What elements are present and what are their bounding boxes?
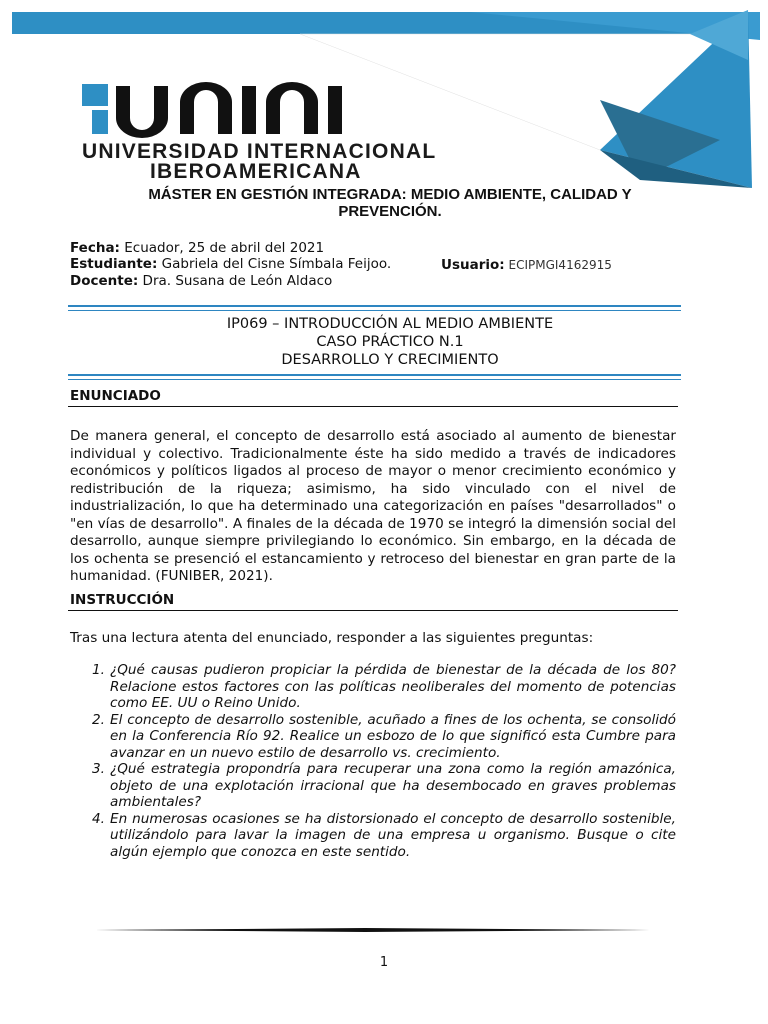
question-text: ¿Qué estrategia propondría para recuperar una zona como la región amazónica, objeto de una explotación irracional que ha desembocado en graves problemas ambientales? — [110, 761, 676, 810]
topic-title: DESARROLLO Y CRECIMIENTO — [281, 352, 499, 368]
case-title: CASO PRÁCTICO N.1 — [316, 334, 464, 350]
user-value: ECIPMGI4162915 — [504, 258, 612, 272]
teacher-row — [70, 272, 332, 290]
instruccion-rule — [68, 610, 678, 611]
footer-divider — [95, 928, 650, 932]
enunciado-heading: ENUNCIADO — [70, 388, 161, 404]
instruccion-heading: INSTRUCCIÓN — [70, 592, 175, 608]
page-number: 1 — [379, 955, 389, 970]
divider-top — [68, 305, 681, 307]
course-code: IP069 – INTRODUCCIÓN AL MEDIO AMBIENTE — [226, 316, 554, 332]
question-number: 3. — [92, 761, 105, 777]
teacher-label: Docente: — [70, 273, 139, 289]
unini-logo-icon — [82, 80, 372, 138]
user-row — [441, 256, 612, 274]
master-title: MÁSTER EN GESTIÓN INTEGRADA: MEDIO AMBIENTE, CALIDAD Y PREVENCIÓN. — [148, 186, 632, 220]
divider-middle-thin — [68, 379, 681, 380]
enunciado-text: De manera general, el concepto de desarrollo está asociado al aumento de bienestar individual y colectivo. Tradicionalmente éste ha sido medido a través de indicadores económicos y políticos ligados al proceso de mayor o menor crecimiento económico y redistribución de la riqueza; asimismo, ha sido vinculado con el nivel de industrialización, lo que ha determinado una categorización en países "desarrollados" o "en vías de desarrollo". A finales de la década de 1970 se integró la dimensión social del desarrollo, aunque siempre privilegiando lo económico. Sin embargo, en la década de los ochenta se presenció el estancamiento y retroceso del bienestar en gran parte de la humanidad. (FUNIBER, 2021). — [70, 428, 676, 584]
logo-line-1: UNIVERSIDAD INTERNACIONAL — [82, 140, 437, 163]
student-label: Estudiante: — [70, 256, 158, 272]
student-row — [70, 255, 391, 273]
date-label: Fecha: — [70, 240, 120, 256]
divider-top-thin — [68, 310, 681, 311]
list-item — [70, 712, 676, 762]
list-item — [70, 811, 676, 861]
question-text: ¿Qué causas pudieron propiciar la pérdida de bienestar de la década de los 80? Relacione estos factores con las políticas neoliberales del momento de potencias como EE. UU o Reino Unido. — [110, 662, 676, 711]
question-text: El concepto de desarrollo sostenible, acuñado a fines de los ochenta, se consolidó en la Conferencia Río 92. Realice un esbozo de lo que significó esta Cumbre para avanzar en un nuevo estilo de desarrollo vs. crecimiento. — [110, 711, 676, 761]
logo-line-2: IBEROAMERICANA — [150, 160, 362, 183]
question-text: En numerosas ocasiones se ha distorsionado el concepto de desarrollo sostenible, utilizándolo para lavar la imagen de una empresa u organismo. Busque o cite algún ejemplo que conozca en este sentido. — [110, 810, 676, 860]
question-number: 4. — [92, 810, 105, 827]
date-value: Ecuador, 25 de abril del 2021 — [119, 240, 325, 256]
enunciado-rule — [68, 406, 678, 407]
list-item — [70, 662, 676, 712]
list-item — [70, 761, 676, 811]
teacher-value: Dra. Susana de León Aldaco — [138, 273, 333, 289]
divider-middle — [68, 374, 681, 376]
student-value: Gabriela del Cisne Símbala Feijoo. — [157, 256, 392, 272]
question-number: 1. — [92, 662, 105, 678]
instruccion-intro: Tras una lectura atenta del enunciado, responder a las siguientes preguntas: — [70, 630, 594, 646]
questions-list — [70, 662, 676, 860]
user-label: Usuario: — [441, 257, 505, 273]
question-number: 2. — [92, 711, 105, 728]
